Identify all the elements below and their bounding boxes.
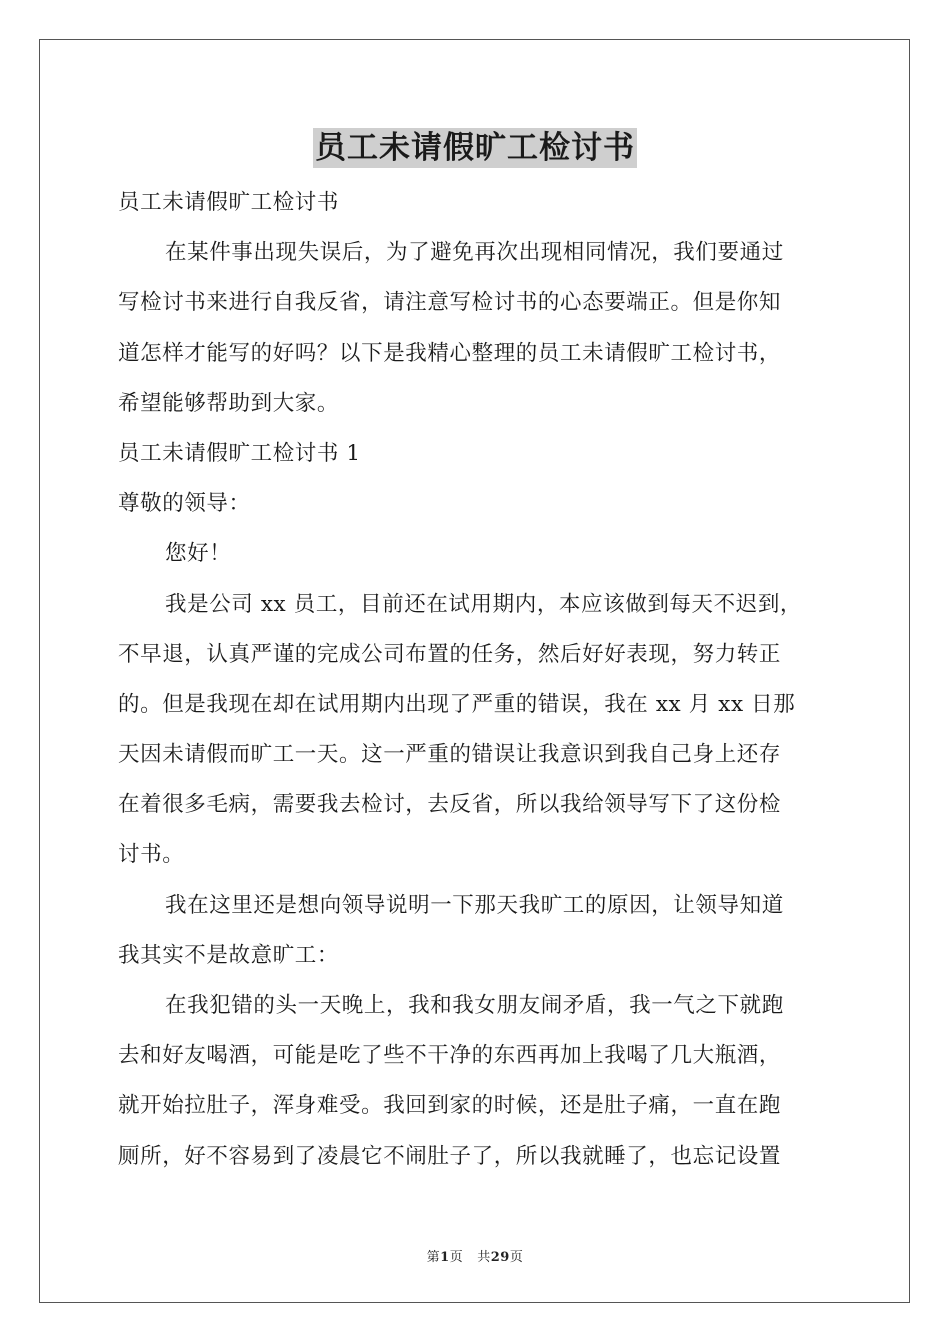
- total-label-suffix: 页: [509, 1250, 524, 1265]
- body-line: 我在这里还是想向领导说明一下那天我旷工的原因，让领导知道: [165, 892, 784, 918]
- body-line: 不早退，认真严谨的完成公司布置的任务，然后好好表现，努力转正: [118, 641, 782, 667]
- body-line: 在某件事出现失误后，为了避免再次出现相同情况，我们要通过: [165, 240, 784, 266]
- body-line: 天因未请假而旷工一天。这一严重的错误让我意识到我自己身上还存: [118, 742, 782, 768]
- title-container: [0, 128, 950, 168]
- page-footer: [0, 1246, 950, 1265]
- document-title: 员工未请假旷工检讨书: [315, 130, 635, 166]
- page-number: 1: [440, 1250, 450, 1265]
- body-line: 讨书。: [118, 842, 185, 868]
- body-line: 我其实不是故意旷工：: [118, 942, 340, 968]
- document-body: [118, 178, 840, 1182]
- body-line: 去和好友喝酒，可能是吃了些不干净的东西再加上我喝了几大瓶酒，: [118, 1043, 782, 1069]
- body-line: 尊敬的领导：: [118, 491, 251, 517]
- page-label-prefix: 第: [426, 1250, 441, 1265]
- body-line: 员工未请假旷工检讨书: [118, 190, 340, 215]
- body-line: 就开始拉肚子，浑身难受。我回到家的时候，还是肚子痛，一直在跑: [118, 1093, 782, 1119]
- body-line: 我是公司 xx 员工，目前还在试用期内，本应该做到每天不迟到，: [165, 591, 803, 617]
- body-line: 希望能够帮助到大家。: [118, 390, 340, 416]
- total-pages: 29: [490, 1250, 510, 1265]
- total-label-prefix: 共: [477, 1250, 491, 1265]
- body-line: 写检讨书来进行自我反省，请注意写检讨书的心态要端正。但是你知: [118, 290, 782, 316]
- body-line: 员工未请假旷工检讨书 1: [118, 440, 361, 466]
- body-line: 厕所，好不容易到了凌晨它不闹肚子了，所以我就睡了，也忘记设置: [118, 1143, 782, 1169]
- body-line: 在我犯错的头一天晚上，我和我女朋友闹矛盾，我一气之下就跑: [165, 993, 784, 1018]
- body-line: 在着很多毛病，需要我去检讨，去反省，所以我给领导写下了这份检: [118, 792, 782, 818]
- page-label-suffix: 页: [449, 1250, 464, 1265]
- body-line: 的。但是我现在却在试用期内出现了严重的错误，我在 xx 月 xx 日那: [118, 691, 796, 717]
- body-line: 您好！: [165, 541, 232, 567]
- body-line: 道怎样才能写的好吗？以下是我精心整理的员工未请假旷工检讨书，: [118, 340, 782, 366]
